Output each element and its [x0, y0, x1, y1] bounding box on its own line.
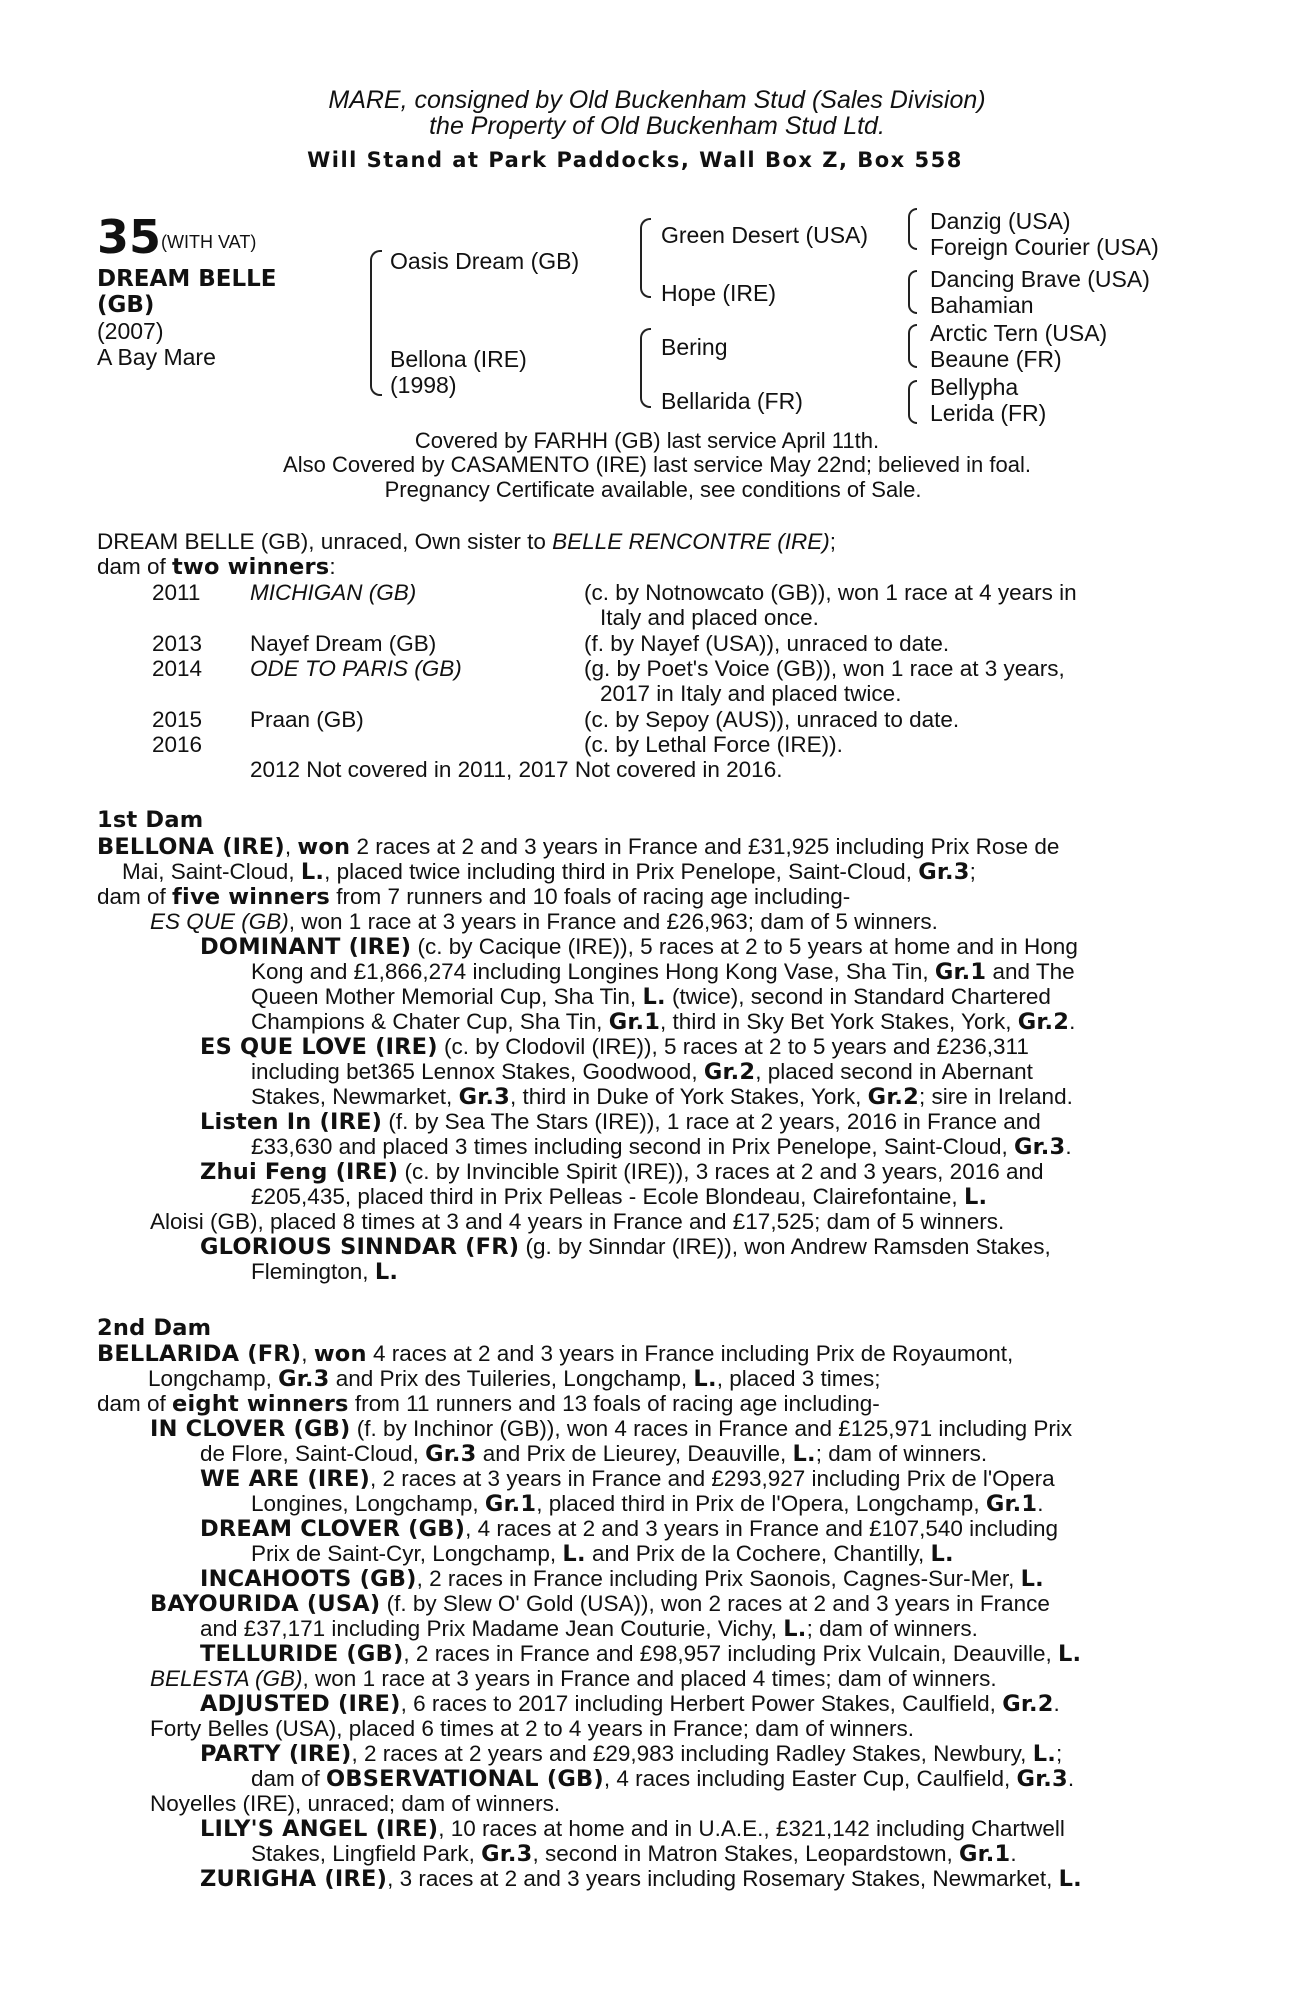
text: . [1067, 1766, 1075, 1791]
sss-name: Danzig (USA) [930, 208, 1071, 234]
produce-info: (f. by Nayef (USA)), unraced to date. [584, 631, 950, 656]
intro-punct: ; [829, 529, 836, 554]
pedigree-brace-main [370, 250, 382, 396]
grade: L. [642, 984, 666, 1010]
text: Kong and £1,866,274 including Longines Hong Kong Vase, Sha Tin, [251, 959, 935, 984]
text: (c. by Invincible Spirit (IRE)), 3 races at 2 and 3 years, 2016 and [398, 1159, 1044, 1184]
grade: Gr.1 [985, 1491, 1038, 1517]
second-dam-line: Forty Belles (USA), placed 6 times at 2 to 4 years in France; dam of winners. [150, 1716, 915, 1741]
first-dam-line [251, 959, 1075, 986]
text: (c. by Cacique (IRE)), 5 races at 2 to 5 years at home and in Hong [411, 934, 1078, 959]
text: de Flore, Saint-Cloud, [200, 1441, 426, 1466]
produce-year: 2016 [152, 732, 203, 757]
foal-name: DREAM CLOVER (GB) [200, 1516, 466, 1542]
grade: Gr.3 [918, 859, 970, 885]
grade: Gr.3 [1016, 1766, 1068, 1792]
text: , third in Sky Bet York Stakes, York, [660, 1009, 1018, 1034]
dam-name: BELLONA (IRE) [97, 834, 285, 860]
produce-note: 2012 Not covered in 2011, 2017 Not covered in 2016. [250, 757, 783, 782]
first-dam-line [200, 1159, 1044, 1186]
grade: L. [300, 859, 325, 885]
grade: L. [374, 1259, 399, 1285]
vat-label: (WITH VAT) [161, 232, 257, 252]
first-dam-line [200, 1034, 1029, 1061]
foal-name: ZURIGHA (IRE) [200, 1866, 388, 1892]
first-dam-line [122, 859, 976, 886]
first-dam-line [251, 1134, 1072, 1161]
produce-year: 2013 [152, 631, 203, 656]
grade: L. [1057, 1641, 1082, 1667]
sdd-name: Bahamian [930, 292, 1034, 318]
foal-name: ES QUE (GB) [150, 909, 289, 934]
second-dam-line [200, 1441, 987, 1468]
winner-count: eight winners [172, 1391, 349, 1417]
first-dam-line [200, 934, 1078, 961]
foal-name: PARTY (IRE) [200, 1741, 352, 1767]
text: including bet365 Lennox Stakes, Goodwood, [251, 1059, 704, 1084]
text: , 2 races at 2 years and £29,983 including Radley Stakes, Newbury, [351, 1741, 1033, 1766]
produce-info: (c. by Sepoy (AUS)), unraced to date. [584, 707, 960, 732]
first-dam-line [251, 1259, 398, 1286]
produce-name: Praan (GB) [250, 707, 364, 732]
dam-of-text: dam of [97, 554, 173, 579]
second-dam-line [97, 1341, 1013, 1368]
first-dam-line [97, 834, 1059, 861]
first-dam-line [251, 1009, 1075, 1036]
text: , [284, 834, 298, 859]
grade: Gr.2 [1017, 1009, 1070, 1035]
grade: L. [562, 1541, 586, 1567]
text: , [301, 1341, 314, 1366]
produce-name: Nayef Dream (GB) [250, 631, 437, 656]
second-dam-line [251, 1766, 1074, 1793]
second-dam-line: Noyelles (IRE), unraced; dam of winners. [150, 1791, 561, 1816]
grade: L. [1032, 1741, 1056, 1767]
horse-name: DREAM BELLE [97, 266, 277, 292]
text: dam of [251, 1766, 327, 1791]
horse-description: A Bay Mare [97, 344, 216, 370]
foal-name: INCAHOOTS (GB) [200, 1566, 417, 1592]
pedigree-brace-ss [908, 208, 917, 250]
text: and £37,171 including Prix Madame Jean Couturie, Vichy, [200, 1616, 784, 1641]
ssd-name: Foreign Courier (USA) [930, 234, 1159, 260]
pedigree-brace-ds [908, 324, 917, 368]
second-dam-line [200, 1816, 1065, 1843]
dam-of-count: two winners [172, 554, 330, 580]
grade: L. [963, 1184, 988, 1210]
text: , placed twice including third in Prix Penelope, Saint-Cloud, [324, 859, 919, 884]
foal-name: Listen In (IRE) [200, 1109, 383, 1135]
second-dam-line [200, 1741, 1062, 1768]
first-dam-line [251, 1084, 1073, 1111]
grade: Gr.1 [608, 1009, 661, 1035]
first-dam-line [200, 1109, 1041, 1136]
text: and Prix de la Cochere, Chantilly, [585, 1541, 931, 1566]
produce-info-cont: Italy and placed once. [600, 605, 819, 630]
dam-of-punct: : [329, 554, 336, 579]
foal-name: GLORIOUS SINNDAR (FR) [200, 1234, 520, 1260]
text: (g. by Sinndar (IRE)), won Andrew Ramsden Stakes, [519, 1234, 1051, 1259]
first-dam-line [97, 884, 850, 911]
text: (c. by Clodovil (IRE)), 5 races at 2 to 5 years and £236,311 [437, 1034, 1029, 1059]
grade: Gr.1 [934, 959, 987, 985]
grade: L. [783, 1616, 807, 1642]
text: ; [1055, 1741, 1063, 1766]
dds-name: Bellypha [930, 374, 1019, 400]
first-dam-line [251, 1059, 1033, 1086]
text: 2 races at 2 and 3 years in France and £31,925 including Prix Rose de [350, 834, 1060, 859]
text: dam of [97, 1391, 173, 1416]
text: Longchamp, [148, 1366, 279, 1391]
text: , 4 races including Easter Cup, Caulfield, [603, 1766, 1017, 1791]
pedigree-brace-dam [640, 328, 651, 408]
text: £33,630 and placed 3 times including second in Prix Penelope, Saint-Cloud, [251, 1134, 1014, 1159]
produce-year: 2015 [152, 707, 203, 732]
winner-count: five winners [172, 884, 330, 910]
text: , second in Matron Stakes, Leopardstown, [532, 1841, 959, 1866]
grade: Gr.2 [1002, 1691, 1054, 1717]
first-dam-line [251, 1184, 987, 1211]
consignor-line: MARE, consigned by Old Buckenham Stud (Sales Division) [328, 86, 986, 114]
first-dam-line: Aloisi (GB), placed 8 times at 3 and 4 years in France and £17,525; dam of 5 winners. [150, 1209, 1005, 1234]
first-dam-line [200, 1234, 1051, 1261]
text: from 11 runners and 13 foals of racing age including- [348, 1391, 880, 1416]
grade: Gr.3 [425, 1441, 477, 1467]
lot-number: 35 [97, 210, 162, 264]
second-dam-heading: 2nd Dam [97, 1315, 212, 1341]
property-line: the Property of Old Buckenham Stud Ltd. [429, 112, 885, 140]
second-dam-line [251, 1541, 954, 1568]
text: 4 races at 2 and 3 years in France including Prix de Royaumont, [366, 1341, 1014, 1366]
text: ; dam of winners. [806, 1616, 978, 1641]
sds-name: Dancing Brave (USA) [930, 266, 1150, 292]
ddd-name: Lerida (FR) [930, 400, 1047, 426]
dam-name: Bellona (IRE) [390, 346, 527, 372]
grade: Gr.3 [278, 1366, 330, 1392]
sire-dam: Hope (IRE) [661, 280, 777, 306]
first-dam-line [251, 984, 1051, 1011]
second-dam-line [97, 1391, 880, 1418]
dam-name: BELLARIDA (FR) [97, 1341, 302, 1367]
text: , third in Duke of York Stakes, York, [509, 1084, 868, 1109]
text: (f. by Slew O' Gold (USA)), won 2 races at 2 and 3 years in France [380, 1591, 1050, 1616]
text: , won 1 race at 3 years in France and £26,963; dam of 5 winners. [288, 909, 938, 934]
intro-text: DREAM BELLE (GB), unraced, Own sister to [97, 529, 553, 554]
foal-name: WE ARE (IRE) [200, 1466, 370, 1492]
second-dam-line [200, 1691, 1060, 1718]
grade: Gr.3 [1014, 1134, 1066, 1160]
text: Stakes, Lingfield Park, [251, 1841, 482, 1866]
produce-info: (c. by Notnowcato (GB)), won 1 race at 4 years in [584, 580, 1077, 605]
grade: Gr.2 [867, 1084, 920, 1110]
produce-year: 2011 [152, 580, 201, 605]
text: dam of [97, 884, 173, 909]
text: . [1065, 1134, 1072, 1159]
second-dam-line [200, 1466, 1055, 1493]
text: ; [969, 859, 976, 884]
text: (f. by Inchinor (GB)), won 4 races in France and £125,971 including Prix [350, 1416, 1073, 1441]
text: . [1037, 1491, 1044, 1516]
second-dam-line [200, 1516, 1058, 1543]
text: , 2 races in France and £98,957 including Prix Vulcain, Deauville, [403, 1641, 1058, 1666]
text: (f. by Sea The Stars (IRE)), 1 race at 2 years, 2016 in France and [382, 1109, 1041, 1134]
foal-name: ES QUE LOVE (IRE) [200, 1034, 438, 1060]
grade: Gr.1 [958, 1841, 1011, 1867]
second-dam-line [150, 1591, 1050, 1618]
second-dam-line [200, 1566, 1044, 1593]
sire-name: Oasis Dream (GB) [390, 248, 580, 274]
foaling-year: (2007) [97, 318, 164, 344]
produce-info: (g. by Poet's Voice (GB)), won 1 race at 3 years, [584, 656, 1065, 681]
text: Mai, Saint-Cloud, [122, 859, 301, 884]
text: , 2 races at 3 years in France and £293,927 including Prix de l'Opera [370, 1466, 1055, 1491]
text: . [1069, 1009, 1076, 1034]
text: Champions & Chater Cup, Sha Tin, [251, 1009, 609, 1034]
second-dam-line [148, 1366, 881, 1393]
dam-dam: Bellarida (FR) [661, 388, 803, 414]
text: . [1053, 1691, 1060, 1716]
grade: Gr.1 [484, 1491, 537, 1517]
text: and Prix des Tuileries, Longchamp, [329, 1366, 694, 1391]
text: from 7 runners and 10 foals of racing age including- [330, 884, 851, 909]
foal-name: DOMINANT (IRE) [200, 934, 412, 960]
text: £205,435, placed third in Prix Pelleas - Ecole Blondeau, Clairefontaine, [251, 1184, 964, 1209]
text: and The [986, 959, 1075, 984]
grade: L. [1020, 1566, 1044, 1592]
produce-info: (c. by Lethal Force (IRE)). [584, 732, 843, 757]
pedigree-brace-sire [640, 218, 651, 298]
produce-intro [97, 529, 836, 555]
text: , 2 races in France including Prix Saonois, Cagnes-Sur-Mer, [416, 1566, 1021, 1591]
pedigree-brace-dd [908, 380, 917, 424]
intro-sister: BELLE RENCONTRE (IRE) [552, 529, 830, 554]
second-dam-line [200, 1616, 978, 1643]
text: Flemington, [251, 1259, 375, 1284]
text: (twice), second in Standard Chartered [665, 984, 1051, 1009]
foal-name: ADJUSTED (IRE) [200, 1691, 401, 1717]
text: Queen Mother Memorial Cup, Sha Tin, [251, 984, 643, 1009]
foal-name: BELESTA (GB) [150, 1666, 303, 1691]
grade: L. [792, 1441, 816, 1467]
second-dam-line [200, 1641, 1081, 1668]
foal-name: LILY'S ANGEL (IRE) [200, 1816, 439, 1842]
horse-country: (GB) [97, 292, 155, 318]
text: , placed third in Prix de l'Opera, Longchamp, [536, 1491, 986, 1516]
grade: L. [1058, 1866, 1082, 1892]
pedigree-brace-sd [908, 270, 917, 314]
dsd-name: Beaune (FR) [930, 346, 1062, 372]
text: Prix de Saint-Cyr, Longchamp, [251, 1541, 563, 1566]
covering-line-2: Also Covered by CASAMENTO (IRE) last service May 22nd; believed in foal. [283, 452, 1031, 477]
second-dam-line [251, 1491, 1043, 1518]
dam-foaling-year: (1998) [390, 372, 457, 398]
grade: L. [693, 1366, 717, 1392]
text: , 3 races at 2 and 3 years including Rosemary Stakes, Newmarket, [387, 1866, 1059, 1891]
text: , 4 races at 2 and 3 years in France and £107,540 including [465, 1516, 1058, 1541]
second-dam-line [150, 1666, 997, 1692]
text: , 6 races to 2017 including Herbert Power Stakes, Caulfield, [400, 1691, 1003, 1716]
text: ; sire in Ireland. [919, 1084, 1073, 1109]
text: . [1010, 1841, 1017, 1866]
covering-line-1: Covered by FARHH (GB) last service April 11th. [414, 428, 880, 453]
text: Longines, Longchamp, [251, 1491, 485, 1516]
text: , won 1 race at 3 years in France and placed 4 times; dam of winners. [302, 1666, 997, 1691]
foal-name: TELLURIDE (GB) [200, 1641, 404, 1667]
won-label: won [297, 834, 351, 860]
produce-info-cont: 2017 in Italy and placed twice. [600, 681, 902, 706]
text: and Prix de Lieurey, Deauville, [476, 1441, 793, 1466]
won-label: won [313, 1341, 367, 1367]
second-dam-line [200, 1866, 1082, 1893]
covering-line-3: Pregnancy Certificate available, see conditions of Sale. [384, 477, 922, 502]
first-dam-heading: 1st Dam [97, 807, 204, 833]
grade: Gr.3 [481, 1841, 533, 1867]
text: , placed 3 times; [716, 1366, 881, 1391]
dam-sire: Bering [661, 334, 728, 360]
text: ; dam of winners. [815, 1441, 988, 1466]
foal-name: BAYOURIDA (USA) [150, 1591, 381, 1617]
stand-line: Will Stand at Park Paddocks, Wall Box Z, Box 558 [307, 148, 963, 172]
second-dam-line [150, 1416, 1072, 1443]
produce-dam-of [97, 554, 336, 581]
foal-name: OBSERVATIONAL (GB) [326, 1766, 604, 1792]
second-dam-line [251, 1841, 1017, 1868]
text: , placed second in Abernant [755, 1059, 1033, 1084]
sire-sire: Green Desert (USA) [661, 222, 869, 248]
foal-name: Zhui Feng (IRE) [200, 1159, 399, 1185]
text: Stakes, Newmarket, [251, 1084, 459, 1109]
dss-name: Arctic Tern (USA) [930, 320, 1108, 346]
produce-name: ODE TO PARIS (GB) [250, 656, 462, 681]
produce-name: MICHIGAN (GB) [250, 580, 417, 605]
foal-name: IN CLOVER (GB) [150, 1416, 351, 1442]
grade: Gr.3 [458, 1084, 510, 1110]
grade: L. [930, 1541, 954, 1567]
grade: Gr.2 [703, 1059, 756, 1085]
produce-year: 2014 [152, 656, 203, 681]
text: , 10 races at home and in U.A.E., £321,142 including Chartwell [438, 1816, 1065, 1841]
first-dam-line [150, 909, 938, 935]
